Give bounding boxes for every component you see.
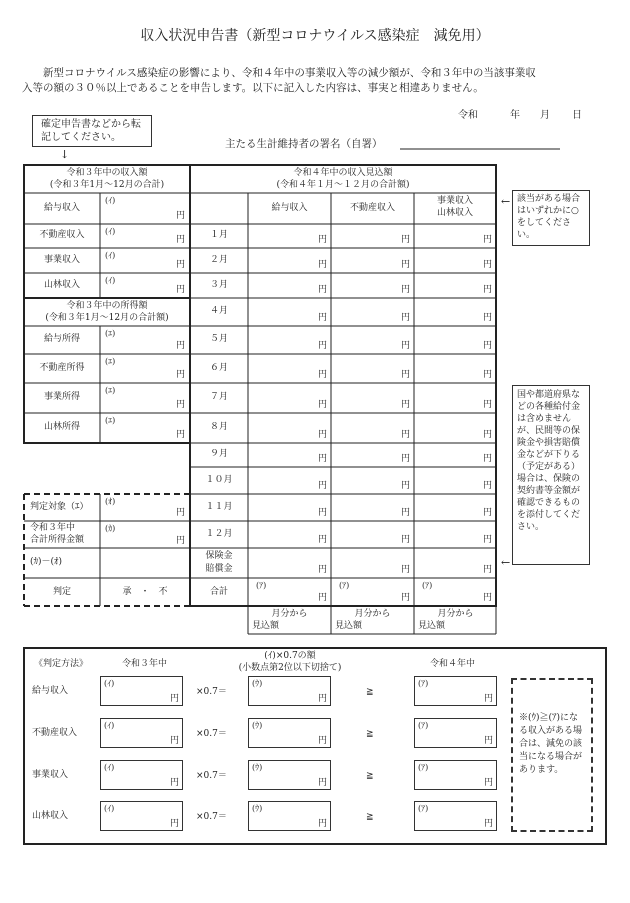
- r3-earnings-key: (ｴ): [105, 357, 116, 366]
- month-input[interactable]: [249, 327, 330, 353]
- r3-income-key: (ｲ): [105, 196, 116, 205]
- r3-income-yen: 円: [176, 235, 186, 245]
- r3-earnings-key: (ｴ): [105, 329, 116, 338]
- total-input[interactable]: [332, 579, 413, 605]
- month-input[interactable]: [249, 495, 330, 520]
- r3-income-label: 不動産収入: [39, 230, 85, 240]
- total-yen: 円: [401, 593, 411, 603]
- month-yen: 円: [318, 313, 328, 323]
- method-input-key: (ｳ): [252, 763, 263, 772]
- intro-line-2: 入等の額の３０％以上であることを申告します。以下に記入した内容は、事実と相違ありません。: [22, 82, 484, 94]
- method-input-yen: 円: [169, 694, 179, 704]
- method-input[interactable]: [414, 718, 497, 748]
- month-label: ５月: [209, 334, 228, 344]
- method-input-key: (ｱ): [418, 804, 429, 813]
- month-label: ３月: [209, 279, 228, 290]
- month-yen: 円: [401, 508, 411, 518]
- r3-earnings-label: 不動産所得: [39, 362, 85, 373]
- total-key: (ｱ): [256, 581, 267, 590]
- judgment-target-label: 判定対象（ｴ）: [30, 502, 89, 512]
- method-input-key: (ｱ): [418, 721, 429, 730]
- month-yen: 円: [318, 260, 328, 270]
- method-input-yen: 円: [483, 736, 493, 746]
- total-input[interactable]: [249, 579, 330, 605]
- method-compare: ≧: [366, 771, 374, 781]
- r3-earnings-label: 給与所得: [43, 334, 80, 344]
- r3-earnings-yen: 円: [176, 341, 186, 351]
- month-input[interactable]: [249, 249, 330, 272]
- r3-income-header: 令和３年中の収入額: [66, 168, 148, 178]
- month-input[interactable]: [332, 444, 413, 466]
- month-yen: 円: [401, 341, 411, 351]
- method-compare: ≧: [366, 729, 374, 739]
- method-input-key: (ｲ): [104, 763, 115, 772]
- method-multiplier: ×0.7＝: [196, 812, 227, 822]
- method-input-key: (ｳ): [252, 721, 263, 730]
- r3-earnings-input[interactable]: [101, 414, 189, 442]
- month-yen: 円: [401, 400, 411, 410]
- method-input-key: (ｲ): [104, 679, 115, 688]
- month-yen: 円: [483, 454, 493, 464]
- month-input[interactable]: [249, 468, 330, 493]
- side-note-insurance: 国や都道府県などの各種給付金は含めませんが、民間等の保険金や損害賠償金などが下りる（予定がある）場合は、保険の契約書等金額が確認できるものを添付してください。: [512, 385, 590, 565]
- month-yen: 円: [483, 341, 493, 351]
- month-yen: 円: [318, 454, 328, 464]
- month-input[interactable]: [332, 274, 413, 297]
- footer-from-month: 月分から: [437, 609, 474, 619]
- r3-earnings-key: (ｴ): [105, 416, 116, 425]
- month-input[interactable]: [415, 225, 495, 247]
- method-multiplier: ×0.7＝: [196, 771, 227, 781]
- month-yen: 円: [401, 370, 411, 380]
- r3-income-yen: 円: [176, 211, 186, 221]
- month-yen: 円: [483, 313, 493, 323]
- col-header-real-estate: 不動産収入: [349, 203, 395, 213]
- method-compare: ≧: [366, 812, 374, 822]
- month-label: ４月: [209, 306, 228, 316]
- month-input[interactable]: [332, 414, 413, 442]
- total-input[interactable]: [415, 579, 495, 605]
- r3-income-input[interactable]: [101, 249, 189, 272]
- month-input[interactable]: [332, 495, 413, 520]
- month-yen: 円: [401, 535, 411, 545]
- method-multiplier: ×0.7＝: [196, 729, 227, 739]
- month-input[interactable]: [332, 225, 413, 247]
- month-input[interactable]: [415, 274, 495, 297]
- transfer-note: 確定申告書などから転記してください。: [32, 115, 152, 147]
- month-input[interactable]: [332, 468, 413, 493]
- method-input[interactable]: [248, 676, 331, 706]
- month-input[interactable]: [415, 414, 495, 442]
- month-input[interactable]: [415, 299, 495, 325]
- month-yen: 円: [318, 565, 328, 575]
- month-yen: 円: [318, 481, 328, 491]
- month-yen: 円: [483, 260, 493, 270]
- month-input[interactable]: [332, 549, 413, 577]
- method-row-label: 事業収入: [32, 770, 69, 780]
- r3-earnings-input[interactable]: [101, 327, 189, 353]
- total-yen: 円: [318, 593, 328, 603]
- method-col-calc: (ｲ)×0.7の額: [264, 651, 316, 661]
- footer-from-month: 月分から: [354, 609, 391, 619]
- month-label: ８月: [209, 422, 228, 432]
- method-input[interactable]: [248, 801, 331, 831]
- method-note: ※(ｳ)≧(ｱ)になる収入がある場合は、減免の該当になる場合があります。: [519, 713, 583, 775]
- total-yen: 円: [483, 593, 493, 603]
- month-yen: 円: [483, 565, 493, 575]
- date-year: 年: [510, 110, 520, 121]
- judgment-value[interactable]: 承 ・ 不: [122, 587, 168, 597]
- footer-estimate: 見込額: [335, 621, 363, 631]
- method-input[interactable]: [248, 760, 331, 790]
- month-yen: 円: [483, 400, 493, 410]
- month-yen: 円: [401, 260, 411, 270]
- method-input-key: (ｳ): [252, 679, 263, 688]
- r3-earnings-key: (ｴ): [105, 386, 116, 395]
- method-input-yen: 円: [317, 736, 327, 746]
- date-month: 月: [540, 110, 550, 121]
- method-input[interactable]: [414, 760, 497, 790]
- date-era: 令和: [458, 110, 478, 121]
- month-yen: 円: [318, 341, 328, 351]
- month-input[interactable]: [415, 468, 495, 493]
- intro-text: [22, 66, 602, 96]
- side-note-select: 該当がある場合はいずれかに○をしてください。: [512, 190, 590, 246]
- method-input-yen: 円: [169, 819, 179, 829]
- method-input-yen: 円: [169, 736, 179, 746]
- intro-line-1: 新型コロナウイルス感染症の影響により、令和４年中の事業収入等の減少額が、令和３年中の当該事業収: [43, 67, 536, 79]
- r3-earnings-yen: 円: [176, 400, 186, 410]
- judgment-target-key: (ｵ): [105, 497, 116, 506]
- arrow-down-icon: ↓: [60, 148, 70, 161]
- month-input[interactable]: [332, 249, 413, 272]
- method-multiplier: ×0.7＝: [196, 687, 227, 697]
- judgment-total-label-1: 令和３年中: [30, 523, 76, 533]
- month-yen: 円: [483, 235, 493, 245]
- r3-earnings-label: 山林所得: [43, 422, 80, 432]
- footer-estimate: 見込額: [418, 621, 446, 631]
- month-input[interactable]: [332, 299, 413, 325]
- method-input-key: (ｱ): [418, 763, 429, 772]
- month-input[interactable]: [415, 495, 495, 520]
- method-input-key: (ｲ): [104, 804, 115, 813]
- month-label: ７月: [209, 392, 228, 402]
- r3-income-yen: 円: [176, 285, 186, 295]
- judgment-total-yen: 円: [176, 536, 186, 546]
- month-label: １１月: [205, 501, 233, 512]
- r3-earnings-label: 事業所得: [43, 392, 80, 402]
- month-input[interactable]: [249, 522, 330, 547]
- r3-earnings-input[interactable]: [101, 384, 189, 412]
- month-yen: 円: [318, 370, 328, 380]
- month-input[interactable]: [415, 549, 495, 577]
- col-header-salary: 給与収入: [271, 203, 308, 213]
- signature-label: 主たる生計維持者の署名（自署）: [225, 138, 383, 150]
- month-input[interactable]: [249, 549, 330, 577]
- month-yen: 円: [401, 430, 411, 440]
- month-input[interactable]: [415, 444, 495, 466]
- total-key: (ｱ): [339, 581, 350, 590]
- r3-income-key: (ｲ): [105, 227, 116, 236]
- judgment-total-label-2: 合計所得金額: [30, 535, 85, 545]
- month-label: ９月: [209, 449, 228, 459]
- month-yen: 円: [318, 430, 328, 440]
- month-input[interactable]: [332, 355, 413, 382]
- month-input[interactable]: [249, 299, 330, 325]
- month-yen: 円: [318, 235, 328, 245]
- month-label: ６月: [209, 362, 228, 373]
- insurance-label-2: 賠償金: [205, 564, 233, 574]
- method-input-yen: 円: [483, 694, 493, 704]
- method-input-yen: 円: [317, 819, 327, 829]
- method-input-yen: 円: [317, 694, 327, 704]
- month-label: ２月: [209, 254, 228, 265]
- method-input-yen: 円: [483, 819, 493, 829]
- method-input-yen: 円: [483, 778, 493, 788]
- signature-field[interactable]: [400, 131, 560, 148]
- method-input[interactable]: [100, 676, 183, 706]
- col-header-forest: 山林収入: [436, 208, 473, 218]
- month-yen: 円: [483, 370, 493, 380]
- month-yen: 円: [318, 508, 328, 518]
- method-input[interactable]: [100, 801, 183, 831]
- month-input[interactable]: [415, 355, 495, 382]
- method-input[interactable]: [100, 718, 183, 748]
- judgment-label: 判定: [52, 587, 71, 597]
- method-row-label: 山林収入: [32, 811, 69, 821]
- month-yen: 円: [483, 430, 493, 440]
- month-input[interactable]: [249, 414, 330, 442]
- r3-income-label: 給与収入: [43, 202, 80, 213]
- month-yen: 円: [318, 535, 328, 545]
- page-title: 収入状況申告書（新型コロナウイルス感染症 減免用）: [140, 28, 490, 44]
- month-input[interactable]: [415, 522, 495, 547]
- month-input[interactable]: [249, 384, 330, 412]
- month-yen: 円: [483, 508, 493, 518]
- month-label: １２月: [205, 528, 233, 539]
- method-input[interactable]: [414, 801, 497, 831]
- r3-income-input[interactable]: [101, 194, 189, 223]
- method-row-label: 不動産収入: [32, 728, 78, 738]
- method-col-r4: 令和４年中: [430, 659, 476, 669]
- month-yen: 円: [483, 481, 493, 491]
- judgment-diff-label: (ｶ)－(ｵ): [30, 557, 63, 567]
- month-input[interactable]: [415, 249, 495, 272]
- month-input[interactable]: [332, 384, 413, 412]
- total-key: (ｱ): [422, 581, 433, 590]
- month-input[interactable]: [249, 355, 330, 382]
- date-day: 日: [572, 110, 582, 121]
- footer-from-month: 月分から: [271, 609, 308, 619]
- month-input[interactable]: [415, 327, 495, 353]
- arrow-left-icon: ←: [501, 195, 511, 208]
- r3-income-input[interactable]: [101, 225, 189, 247]
- month-input[interactable]: [249, 225, 330, 247]
- r3-income-key: (ｲ): [105, 251, 116, 260]
- month-label: １０月: [205, 474, 233, 485]
- method-input-yen: 円: [169, 778, 179, 788]
- month-yen: 円: [483, 285, 493, 295]
- r3-earnings-header: 令和３年中の所得額: [66, 301, 148, 311]
- r4-income-subheader: (令和４年１月～１２月の合計額): [276, 180, 410, 190]
- method-title: 《判定方法》: [34, 659, 89, 669]
- judgment-total-key: (ｶ): [105, 524, 116, 533]
- insurance-label-1: 保険金: [205, 551, 233, 561]
- month-yen: 円: [401, 285, 411, 295]
- month-yen: 円: [401, 481, 411, 491]
- month-yen: 円: [401, 454, 411, 464]
- method-compare: ≧: [366, 687, 374, 697]
- method-input-key: (ｳ): [252, 804, 263, 813]
- r3-income-label: 事業収入: [43, 254, 80, 265]
- month-yen: 円: [401, 565, 411, 575]
- r3-income-subheader: (令和３年1月～12月の合計): [49, 180, 165, 190]
- r3-earnings-input[interactable]: [101, 355, 189, 382]
- footer-estimate: 見込額: [252, 621, 280, 631]
- r3-earnings-yen: 円: [176, 370, 186, 380]
- r3-earnings-yen: 円: [176, 430, 186, 440]
- r3-income-input[interactable]: [101, 274, 189, 297]
- month-yen: 円: [483, 535, 493, 545]
- month-yen: 円: [401, 313, 411, 323]
- month-input[interactable]: [249, 274, 330, 297]
- method-input-key: (ｱ): [418, 679, 429, 688]
- month-yen: 円: [318, 285, 328, 295]
- r3-income-key: (ｲ): [105, 276, 116, 285]
- r3-earnings-subheader: (令和３年1月～12月の合計額): [45, 313, 169, 323]
- method-input[interactable]: [100, 760, 183, 790]
- month-input[interactable]: [249, 444, 330, 466]
- arrow-left-icon: ←: [501, 556, 511, 569]
- method-col-r3: 令和３年中: [122, 659, 168, 669]
- r3-income-label: 山林収入: [43, 279, 80, 290]
- month-input[interactable]: [332, 522, 413, 547]
- total-label: 合計: [209, 587, 228, 597]
- month-yen: 円: [401, 235, 411, 245]
- month-yen: 円: [318, 400, 328, 410]
- method-col-calc-note: (小数点第2位以下切捨て): [238, 663, 342, 673]
- month-input[interactable]: [415, 384, 495, 412]
- method-row-label: 給与収入: [32, 686, 69, 696]
- method-input[interactable]: [248, 718, 331, 748]
- method-input[interactable]: [414, 676, 497, 706]
- r4-income-header: 令和４年中の収入見込額: [293, 168, 393, 178]
- judgment-target-yen: 円: [176, 508, 186, 518]
- month-input[interactable]: [332, 327, 413, 353]
- method-input-yen: 円: [317, 778, 327, 788]
- month-label: １月: [209, 230, 228, 240]
- r3-income-yen: 円: [176, 260, 186, 270]
- method-input-key: (ｲ): [104, 721, 115, 730]
- col-header-business: 事業収入: [436, 196, 473, 206]
